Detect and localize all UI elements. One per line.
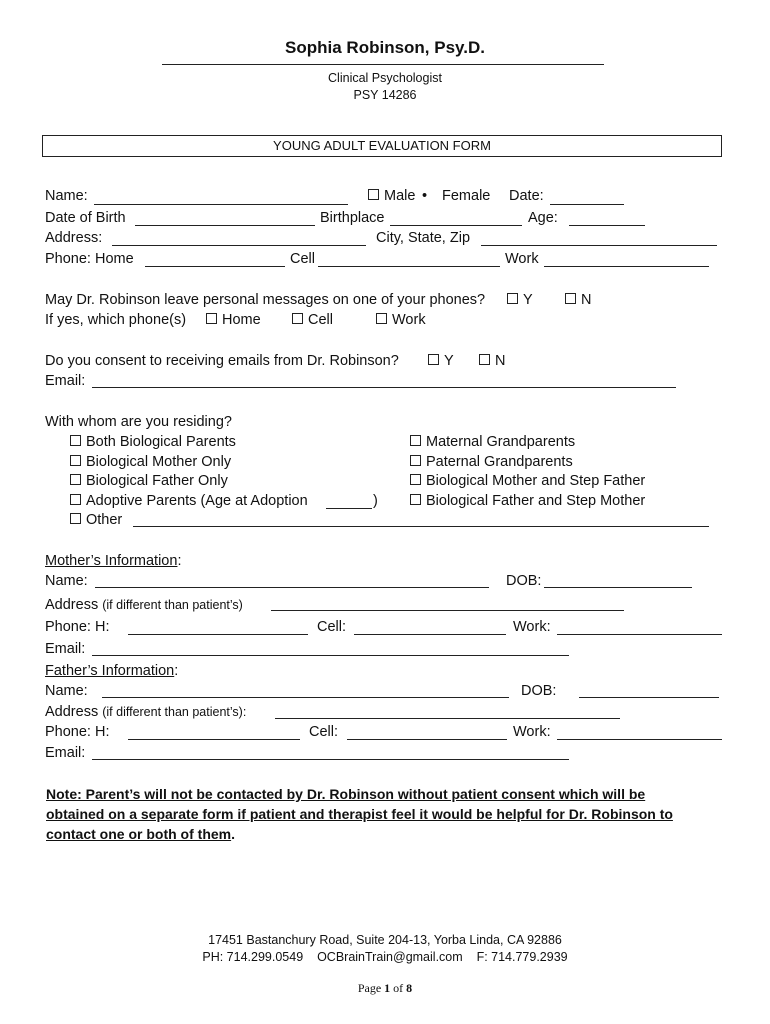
father-email-label: Email: (45, 745, 86, 761)
practitioner-title: Clinical Psychologist (328, 71, 442, 85)
residing-option-label: Biological Father Only (86, 473, 228, 489)
page-number (0, 981, 770, 996)
male-checkbox[interactable] (368, 189, 379, 200)
email-yes-label: Y (444, 353, 454, 369)
father-work-label: Work: (513, 724, 551, 740)
bullet-mark: • (422, 188, 428, 204)
note-line-3-text: contact one or both of them (46, 826, 232, 842)
cell-phone-label: Cell (290, 251, 315, 267)
home-phone-field[interactable] (145, 266, 285, 267)
page-total: 8 (406, 981, 413, 995)
mother-heading-text: Mother’s Information (45, 553, 178, 569)
residing-option[interactable] (70, 493, 308, 509)
residing-checkbox[interactable] (70, 455, 81, 466)
page-prefix: Page (357, 981, 385, 995)
form-title-box (42, 135, 722, 157)
email-yes-option[interactable] (428, 353, 454, 369)
father-address-note: (if different than patient’s): (102, 705, 247, 719)
father-dob-field[interactable] (579, 697, 719, 698)
mother-name-label: Name: (45, 573, 88, 589)
date-label: Date: (509, 188, 544, 204)
which-home-checkbox[interactable] (206, 313, 217, 324)
residing-option-label: Biological Mother Only (86, 454, 232, 470)
male-option[interactable] (368, 188, 415, 204)
father-email-field[interactable] (92, 759, 569, 760)
residing-question: With whom are you residing? (45, 414, 232, 430)
mother-address-label (45, 597, 243, 613)
footer-contact (0, 950, 770, 964)
residing-checkbox[interactable] (70, 513, 81, 524)
birthplace-field[interactable] (390, 225, 522, 226)
mother-email-label: Email: (45, 641, 86, 657)
messages-yes-checkbox[interactable] (507, 293, 518, 304)
residing-option[interactable] (70, 434, 236, 450)
note-line-2: obtained on a separate form if patient and therapist feel it would be helpful for Dr. Robinson to (46, 806, 673, 822)
city-label: City, State, Zip (376, 230, 471, 246)
email-no-checkbox[interactable] (479, 354, 490, 365)
footer-phone: PH: 714.299.0549 (202, 950, 304, 964)
mother-work-field[interactable] (557, 634, 722, 635)
other-field[interactable] (133, 526, 709, 527)
email-no-label: N (495, 353, 506, 369)
email-consent-question: Do you consent to receiving emails from Dr. Robinson? (45, 353, 399, 369)
mother-address-text: Address (45, 597, 99, 613)
city-field[interactable] (481, 245, 717, 246)
dob-field[interactable] (135, 225, 315, 226)
residing-checkbox[interactable] (70, 494, 81, 505)
residing-option-label: Biological Mother and Step Father (426, 473, 646, 489)
mother-dob-field[interactable] (544, 587, 692, 588)
residing-option-label: Adoptive Parents (Age at Adoption (86, 493, 308, 509)
father-address-field[interactable] (275, 718, 620, 719)
residing-checkbox[interactable] (410, 455, 421, 466)
mother-address-note: (if different than patient’s) (102, 598, 243, 612)
residing-option[interactable] (410, 434, 575, 450)
mother-home-phone-label: Phone: H: (45, 619, 110, 635)
residing-option[interactable] (410, 473, 645, 489)
note-line-3 (46, 824, 235, 844)
father-heading-text: Father’s Information (45, 663, 175, 679)
father-address-text: Address (45, 704, 99, 720)
name-field[interactable] (94, 204, 348, 205)
which-home-option[interactable] (206, 312, 261, 328)
mother-heading-colon: : (177, 553, 182, 569)
messages-no-option[interactable] (565, 292, 591, 308)
which-cell-checkbox[interactable] (292, 313, 303, 324)
mother-address-field[interactable] (271, 610, 624, 611)
adoption-age-field[interactable] (326, 508, 372, 509)
note-line-1: Note: Parent’s will not be contacted by Dr. Robinson without patient consent which will be (46, 786, 646, 802)
mother-work-label: Work: (513, 619, 551, 635)
footer-address: 17451 Bastanchury Road, Suite 204-13, Yorba Linda, CA 92886 (208, 933, 562, 947)
messages-yes-option[interactable] (507, 292, 533, 308)
email-yes-checkbox[interactable] (428, 354, 439, 365)
father-work-field[interactable] (557, 739, 722, 740)
residing-option-label: Both Biological Parents (86, 434, 236, 450)
father-dob-label: DOB: (521, 683, 557, 699)
which-cell-label: Cell (308, 312, 333, 328)
residing-checkbox[interactable] (70, 474, 81, 485)
footer-email: OCBrainTrain@gmail.com (317, 950, 463, 964)
which-home-label: Home (222, 312, 261, 328)
dob-label: Date of Birth (45, 210, 126, 226)
residing-option[interactable] (70, 454, 231, 470)
messages-question: May Dr. Robinson leave personal messages on one of your phones? (45, 292, 486, 308)
mother-name-field[interactable] (95, 587, 489, 588)
address-label: Address: (45, 230, 103, 246)
father-home-phone-field[interactable] (128, 739, 300, 740)
residing-option[interactable] (70, 512, 122, 528)
messages-no-checkbox[interactable] (565, 293, 576, 304)
header-divider (162, 64, 604, 65)
father-name-field[interactable] (102, 697, 509, 698)
home-phone-label: Phone: Home (45, 251, 134, 267)
license-number: PSY 14286 (353, 88, 417, 102)
residing-option-label: Paternal Grandparents (426, 454, 573, 470)
date-field[interactable] (550, 204, 624, 205)
which-work-checkbox[interactable] (376, 313, 387, 324)
father-heading-colon: : (174, 663, 179, 679)
address-field[interactable] (112, 245, 366, 246)
father-address-label (45, 704, 246, 720)
which-phone-label: If yes, which phone(s) (45, 312, 187, 328)
mother-home-phone-field[interactable] (128, 634, 308, 635)
email-no-option[interactable] (479, 353, 505, 369)
residing-checkbox[interactable] (410, 474, 421, 485)
mother-email-field[interactable] (92, 655, 569, 656)
residing-checkbox[interactable] (410, 494, 421, 505)
which-work-option[interactable] (376, 312, 426, 328)
email-label: Email: (45, 373, 86, 389)
residing-option[interactable] (410, 493, 645, 509)
name-label: Name: (45, 188, 88, 204)
footer-fax: F: 714.779.2939 (476, 950, 568, 964)
father-cell-field[interactable] (347, 739, 507, 740)
cell-phone-field[interactable] (318, 266, 500, 267)
residing-option-label: Maternal Grandparents (426, 434, 576, 450)
father-name-label: Name: (45, 683, 88, 699)
note-period: . (231, 826, 235, 842)
page-of: of (390, 981, 407, 995)
residing-checkbox[interactable] (70, 435, 81, 446)
residing-option-label: Biological Father and Step Mother (426, 493, 646, 509)
mother-cell-field[interactable] (354, 634, 506, 635)
adoption-close-paren: ) (373, 493, 378, 509)
messages-yes-label: Y (523, 292, 533, 308)
email-field[interactable] (92, 387, 676, 388)
work-phone-field[interactable] (544, 266, 709, 267)
work-phone-label: Work (505, 251, 539, 267)
age-label: Age: (528, 210, 558, 226)
residing-option[interactable] (410, 454, 573, 470)
female-label: Female (442, 188, 491, 204)
residing-option[interactable] (70, 473, 228, 489)
residing-checkbox[interactable] (410, 435, 421, 446)
mother-heading (45, 553, 181, 569)
age-field[interactable] (569, 225, 645, 226)
mother-cell-label: Cell: (317, 619, 347, 635)
father-heading (45, 663, 178, 679)
residing-option-label: Other (86, 512, 123, 528)
which-work-label: Work (392, 312, 426, 328)
birthplace-label: Birthplace (320, 210, 385, 226)
male-label: Male (384, 188, 416, 204)
father-cell-label: Cell: (309, 724, 339, 740)
which-cell-option[interactable] (292, 312, 333, 328)
page-current: 1 (384, 981, 391, 995)
messages-no-label: N (581, 292, 592, 308)
mother-dob-label: DOB: (506, 573, 542, 589)
form-title: YOUNG ADULT EVALUATION FORM (273, 138, 491, 153)
practitioner-name: Sophia Robinson, Psy.D. (285, 38, 485, 57)
father-home-phone-label: Phone: H: (45, 724, 110, 740)
